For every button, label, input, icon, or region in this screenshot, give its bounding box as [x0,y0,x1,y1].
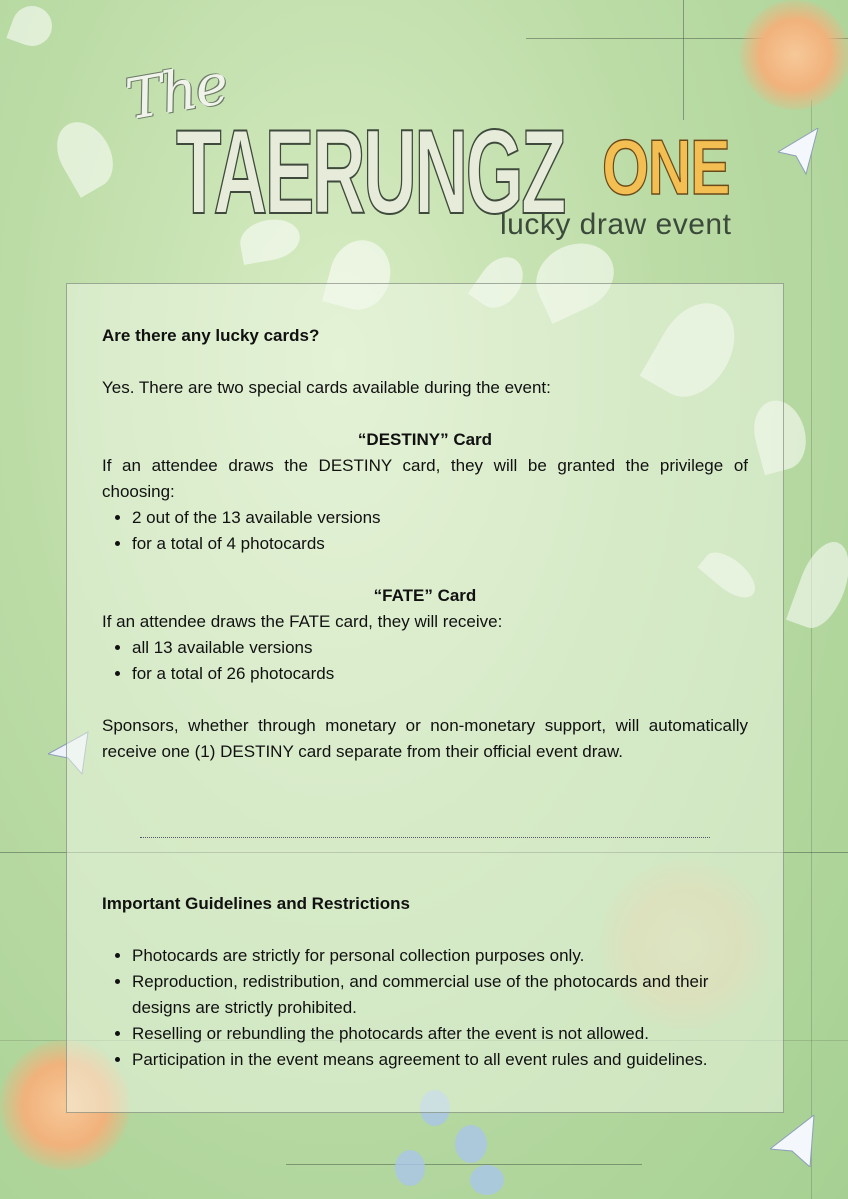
destiny-card-title: “DESTINY” Card [357,430,493,449]
destiny-card-text: If an attendee draws the DESTINY card, they will be granted the privilege of choosing: [102,456,748,501]
list-item: • Photocards are strictly for personal collection purposes only. [132,943,748,969]
list-item: • Reselling or rebundling the photocards after the event is not allowed. [132,1021,748,1047]
fate-card-title: “FATE” Card [373,586,477,605]
guidelines-section [102,891,748,1073]
logo-main-text: TAERUNGZ [176,105,564,239]
list-item: • Participation in the event means agreement to all event rules and guidelines. [132,1047,748,1073]
list-item: • Reproduction, redistribution, and commercial use of the photocards and their designs are strictly prohibited. [132,969,748,1021]
list-item: • all 13 available versions [132,635,748,661]
guidelines-list [102,943,748,1073]
section-heading: Are there any lucky cards? [102,326,320,345]
logo-one-text: ONE [602,123,730,211]
list-item: • for a total of 4 photocards [132,531,748,557]
destiny-card-list [102,505,748,557]
event-logo [120,51,740,250]
lucky-cards-section [102,323,748,765]
event-subtitle: lucky draw event [500,208,732,241]
fate-card-text: If an attendee draws the FATE card, they will receive: [102,612,503,631]
intro-text: Yes. There are two special cards available during the event: [102,378,551,397]
logo-the-text: The [121,51,232,134]
section-heading: Important Guidelines and Restrictions [102,894,410,913]
list-item: • 2 out of the 13 available versions [132,505,748,531]
section-divider [140,837,710,838]
sponsors-text: Sponsors, whether through monetary or non-monetary support, will automatically receive one (1) DESTINY card separate from their official event draw. [102,716,748,761]
fate-card-list [102,635,748,687]
list-item: • for a total of 26 photocards [132,661,748,687]
